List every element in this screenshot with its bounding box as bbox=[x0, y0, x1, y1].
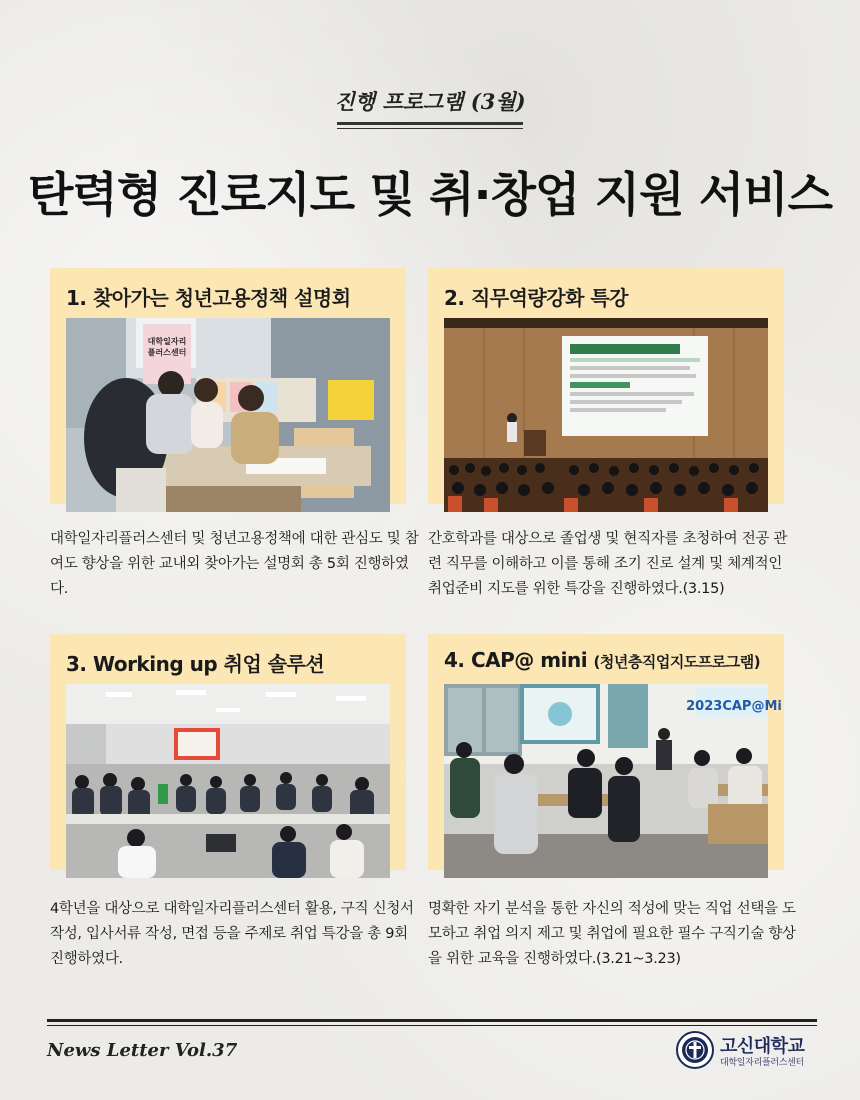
page-title: 탄력형 진로지도 및 취·창업 지원 서비스 bbox=[27, 168, 833, 223]
program-title: 2. 직무역량강화 특강 bbox=[444, 286, 628, 310]
university-name: 고신대학교 bbox=[720, 1036, 805, 1057]
program-description-4: 명확한 자기 분석을 통한 자신의 적성에 맞는 직업 선택을 도모하고 취업 의지 제고 및 취업에 필요한 필수 구직기술 향상을 위한 교육을 진행하였다.(3.21~3.23) bbox=[428, 901, 796, 967]
university-seal-icon bbox=[676, 1031, 714, 1069]
header-divider bbox=[337, 122, 523, 125]
program-card-4 bbox=[428, 634, 784, 870]
program-title: 3. Working up 취업 솔루션 bbox=[66, 652, 325, 676]
program-title: 1. 찾아가는 청년고용정책 설명회 bbox=[66, 286, 351, 310]
center-name: 대학일자리플러스센터 bbox=[720, 1058, 804, 1068]
program-photo-classroom bbox=[66, 684, 390, 878]
photo-sign-text: 대학일자리 bbox=[147, 337, 187, 346]
program-description-2: 간호학과를 대상으로 졸업생 및 현직자를 초청하여 전공 관련 직무를 이해하고 이를 통해 조기 진로 설계 및 체계적인 취업준비 지도를 위한 특강을 진행하였다.(3.15) bbox=[428, 531, 788, 597]
program-photo-workshop bbox=[444, 684, 782, 878]
program-subtitle: 진행 프로그램 (3월) bbox=[334, 89, 526, 114]
program-photo-info-session bbox=[66, 318, 390, 512]
photo-banner-text: 2023CAP@Mi bbox=[686, 699, 782, 714]
footer-divider-thin bbox=[47, 1025, 817, 1026]
svg-text:플러스센터: 플러스센터 bbox=[147, 348, 187, 357]
program-title: 4. CAP@ mini (청년층직업지도프로그램) bbox=[444, 648, 761, 672]
program-card-2 bbox=[428, 268, 784, 504]
program-card-3 bbox=[50, 634, 406, 870]
footer-divider bbox=[47, 1019, 817, 1022]
program-photo-lecture-hall bbox=[444, 318, 768, 512]
program-description-3: 4학년을 대상으로 대학일자리플러스센터 활용, 구직 신청서 작성, 입사서류 작성, 면접 등을 주제로 취업 특강을 총 9회 진행하였다. bbox=[50, 901, 414, 967]
header-divider-thin bbox=[337, 128, 523, 129]
university-logo bbox=[676, 1031, 826, 1071]
program-card-1 bbox=[50, 268, 406, 504]
program-description-1: 대학일자리플러스센터 및 청년고용정책에 대한 관심도 및 참여도 향상을 위한 교내외 찾아가는 설명회 총 5회 진행하였다. bbox=[50, 531, 419, 597]
newsletter-volume: News Letter Vol.37 bbox=[47, 1040, 238, 1061]
